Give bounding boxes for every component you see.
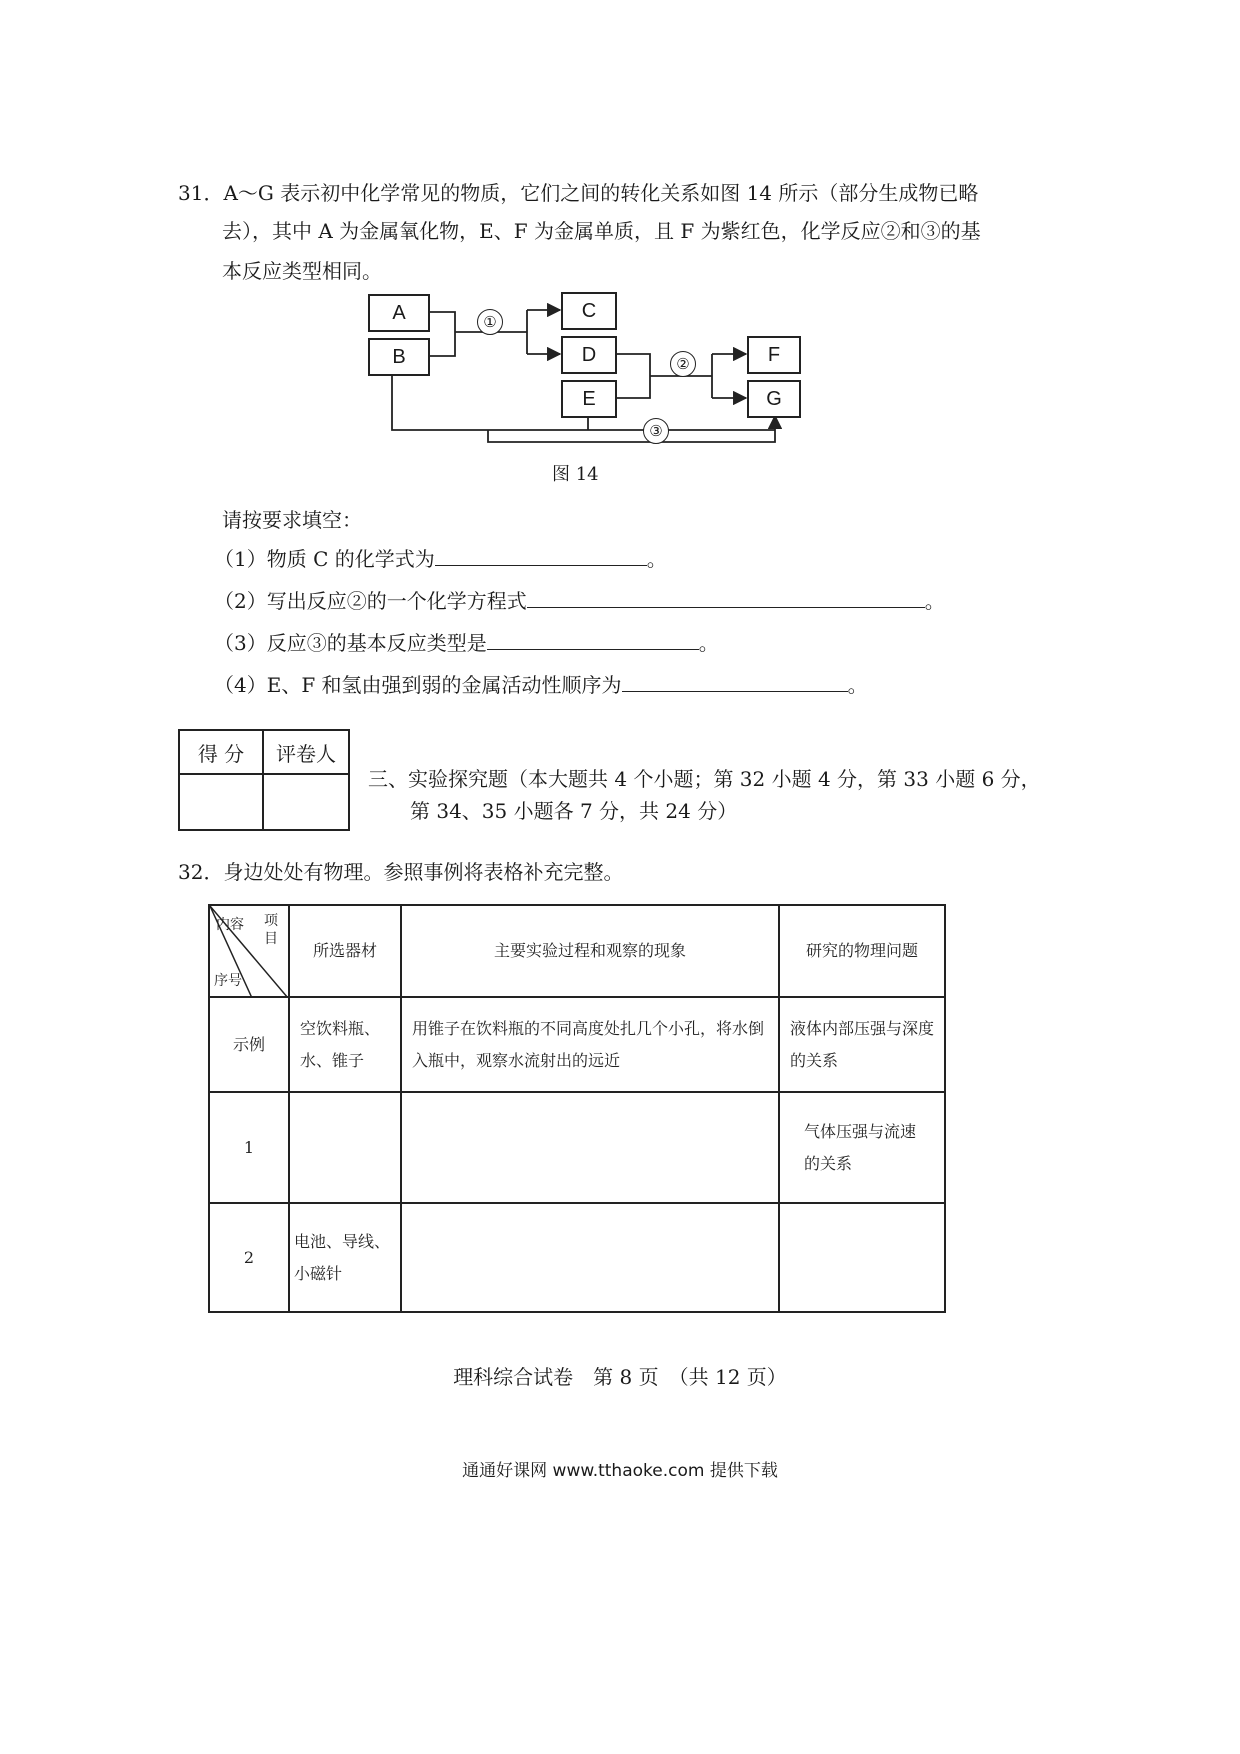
diagram-connectors (0, 0, 1240, 500)
row-1-equipment[interactable] (289, 1092, 401, 1203)
q32-stem: 32．身边处处有物理。参照事例将表格补充完整。 (178, 860, 624, 884)
experiment-table (208, 904, 946, 1313)
node-a: A (368, 294, 430, 332)
table-row (209, 1203, 945, 1312)
q31-line2: 去），其中 A 为金属氧化物，E、F 为金属单质，且 F 为紫红色，化学反应②和③的基 (222, 219, 981, 243)
header-process: 主要实验过程和观察的现象 (401, 905, 779, 997)
figure-caption: 图 14 (552, 464, 599, 485)
row-example-issue: 液体内部压强与深度的关系 (779, 997, 945, 1092)
q31-item-1-text: （1）物质 C 的化学式为 (214, 547, 435, 571)
row-2-issue[interactable] (779, 1203, 945, 1312)
answer-blank-3[interactable] (487, 631, 699, 650)
diag-label-number: 序号 (214, 973, 242, 989)
answer-blank-2[interactable] (527, 589, 925, 608)
q31-item-3-end: 。 (698, 631, 719, 655)
node-f: F (747, 336, 801, 374)
grader-cell[interactable] (263, 774, 349, 830)
q31-item-4-text: （4）E、F 和氢由强到弱的金属活动性顺序为 (214, 673, 622, 697)
q31-item-2-text: （2）写出反应②的一个化学方程式 (214, 589, 527, 613)
row-2-no: 2 (209, 1203, 289, 1312)
q31-item-2-end: 。 (924, 589, 945, 613)
section3-line2: 第 34、35 小题各 7 分，共 24 分） (410, 799, 738, 823)
q31-item-1-end: 。 (646, 547, 667, 571)
score-header: 得 分 (179, 730, 263, 774)
row-2-process[interactable] (401, 1203, 779, 1312)
q31-item-4 (214, 670, 868, 700)
row-1-issue: 气体压强与流速的关系 (779, 1092, 945, 1203)
node-d: D (561, 336, 617, 374)
diag-label-item: 项目 (264, 913, 278, 947)
table-row (209, 997, 945, 1092)
q31-line1: 31．A～G 表示初中化学常见的物质，它们之间的转化关系如图 14 所示（部分生成物已略 (178, 181, 979, 205)
table-header-row (209, 905, 945, 997)
header-issue: 研究的物理问题 (779, 905, 945, 997)
diag-label-content: 内容 (216, 917, 244, 933)
row-1-no: 1 (209, 1092, 289, 1203)
row-example-equipment: 空饮料瓶、水、锥子 (289, 997, 401, 1092)
row-example-no: 示例 (209, 997, 289, 1092)
q31-prompt: 请按要求填空： (222, 508, 362, 532)
node-e: E (561, 380, 617, 418)
diagonal-header-cell (209, 905, 289, 997)
section3-line1: 三、实验探究题（本大题共 4 个小题；第 32 小题 4 分，第 33 小题 6 分， (368, 767, 1041, 791)
answer-blank-4[interactable] (622, 673, 848, 692)
node-b: B (368, 338, 430, 376)
table-row (209, 1092, 945, 1203)
reaction-1-label: ① (477, 309, 503, 335)
download-watermark: 通通好课网 www.tthaoke.com 提供下载 (462, 1461, 778, 1481)
row-example-process: 用锥子在饮料瓶的不同高度处扎几个小孔，将水倒入瓶中，观察水流射出的远近 (401, 997, 779, 1092)
node-c: C (561, 292, 617, 330)
page-footer: 理科综合试卷 第 8 页 （共 12 页） (453, 1365, 787, 1389)
grader-header: 评卷人 (263, 730, 349, 774)
q31-item-2 (214, 586, 945, 616)
reaction-diagram (0, 0, 1240, 500)
reaction-2-label: ② (670, 351, 696, 377)
header-equipment: 所选器材 (289, 905, 401, 997)
reaction-3-label: ③ (643, 418, 669, 444)
row-2-equipment: 电池、导线、小磁针 (289, 1203, 401, 1312)
q31-item-4-end: 。 (847, 673, 868, 697)
q31-item-3-text: （3）反应③的基本反应类型是 (214, 631, 487, 655)
score-cell[interactable] (179, 774, 263, 830)
answer-blank-1[interactable] (435, 547, 647, 566)
node-g: G (747, 380, 801, 418)
row-1-process[interactable] (401, 1092, 779, 1203)
q31-item-1 (214, 544, 667, 574)
score-box (178, 729, 350, 831)
q31-item-3 (214, 628, 719, 658)
q31-line3: 本反应类型相同。 (222, 259, 382, 283)
